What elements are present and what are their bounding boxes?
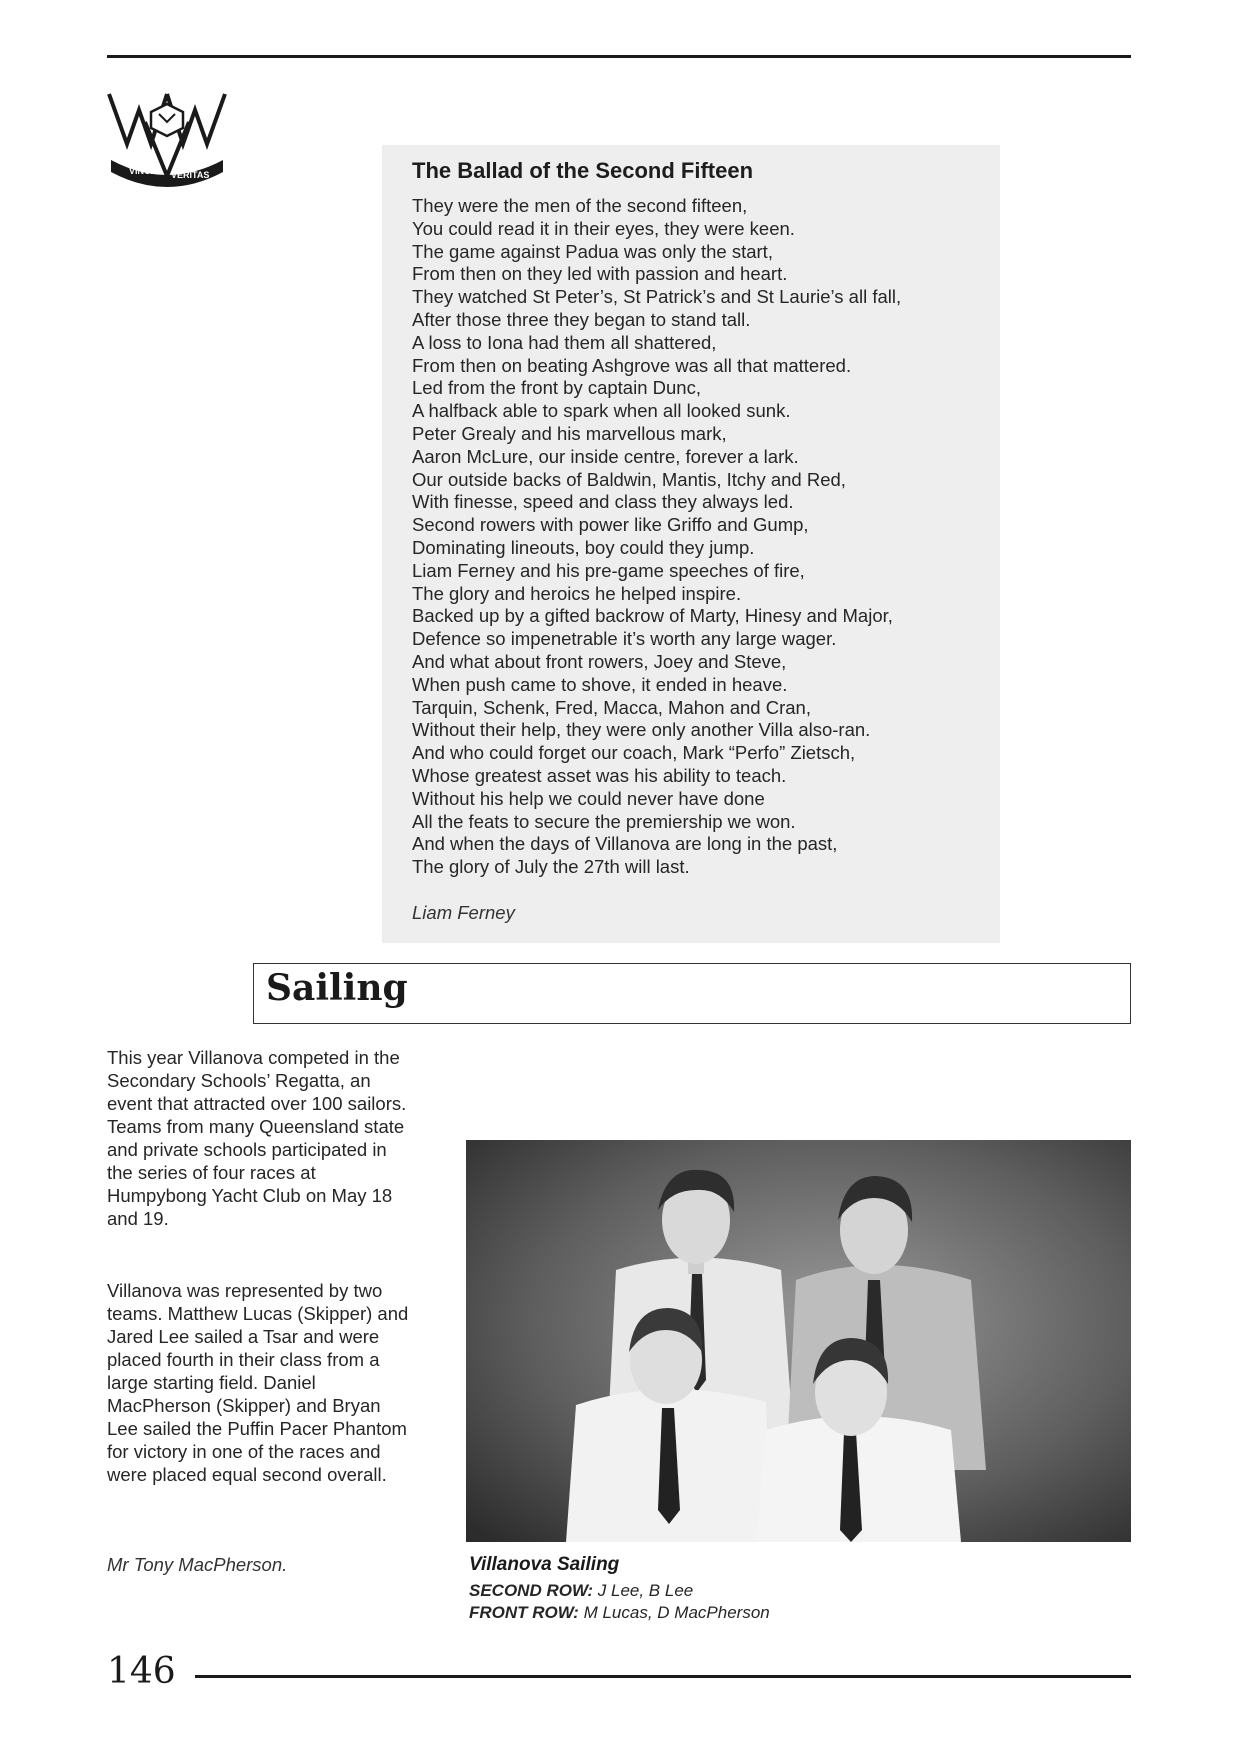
- verse-line: From then on beating Ashgrove was all that mattered.: [412, 354, 852, 376]
- verse-line: Led from the front by captain Dunc,: [412, 377, 701, 399]
- verse-line: A loss to Iona had them all shattered,: [412, 331, 717, 353]
- verse-line: With finesse, speed and class they always led.: [412, 491, 794, 513]
- photo-caption-title: Villanova Sailing: [469, 1554, 620, 1575]
- verse-line: Our outside backs of Baldwin, Mantis, Itchy and Red,: [412, 468, 846, 490]
- sailing-paragraph-1: This year Villanova competed in the Secondary Schools’ Regatta, an event that attracted over 100 sailors. Teams from many Queensland state and private schools participated in the series of four races at Humpybong Yacht Club on May 18 and 19.: [107, 1047, 407, 1229]
- verse-line: They watched St Peter’s, St Patrick’s and St Laurie’s all fall,: [412, 286, 902, 308]
- verse-line: And what about front rowers, Joey and Steve,: [412, 650, 787, 672]
- verse-line: The glory of July the 27th will last.: [412, 856, 690, 878]
- verse-line: And when the days of Villanova are long in the past,: [412, 833, 838, 855]
- verse-line: The game against Padua was only the start,: [412, 240, 773, 262]
- verse-line: Second rowers with power like Griffo and Gump,: [412, 514, 809, 536]
- section-heading: Sailing: [266, 967, 408, 1009]
- bottom-rule: [195, 1675, 1131, 1678]
- verse-line: You could read it in their eyes, they were keen.: [412, 217, 795, 239]
- school-crest-logo: [105, 88, 229, 190]
- second-row-label: SECOND ROW:: [469, 1581, 594, 1600]
- ballad-verse: [412, 195, 992, 879]
- verse-line: Liam Ferney and his pre-game speeches of fire,: [412, 559, 805, 581]
- sailing-author: Mr Tony MacPherson.: [107, 1554, 288, 1575]
- verse-line: From then on they led with passion and heart.: [412, 263, 788, 285]
- verse-line: A halfback able to spark when all looked sunk.: [412, 400, 791, 422]
- svg-text:VERITAS: VERITAS: [171, 170, 210, 180]
- verse-line: Dominating lineouts, boy could they jump.: [412, 536, 755, 558]
- svg-text:VINCIT: VINCIT: [129, 166, 159, 176]
- verse-line: Without his help we could never have done: [412, 787, 765, 809]
- verse-line: Tarquin, Schenk, Fred, Macca, Mahon and Cran,: [412, 696, 811, 718]
- ballad-author: Liam Ferney: [412, 902, 515, 923]
- photo-caption-front-row: [469, 1603, 770, 1623]
- verse-line: The glory and heroics he helped inspire.: [412, 582, 742, 604]
- second-row-names: J Lee, B Lee: [597, 1581, 694, 1600]
- photo-caption-second-row: [469, 1581, 693, 1601]
- front-row-label: FRONT ROW:: [469, 1603, 579, 1622]
- sailing-paragraph-2: Villanova was represented by two teams. Matthew Lucas (Skipper) and Jared Lee sailed a Tsar and were placed fourth in their class from a large starting field. Daniel MacPherson (Skipper) and Bryan Lee sailed the Puffin Pacer Phantom for victory in one of the races and were placed equal second overall.: [107, 1280, 409, 1485]
- front-row-names: M Lucas, D MacPherson: [583, 1603, 770, 1622]
- team-photo: [466, 1140, 1131, 1542]
- verse-line: Without their help, they were only another Villa also-ran.: [412, 719, 871, 741]
- ballad-title: The Ballad of the Second Fifteen: [412, 158, 754, 183]
- verse-line: Whose greatest asset was his ability to teach.: [412, 764, 787, 786]
- top-rule: [107, 55, 1131, 58]
- verse-line: All the feats to secure the premiership we won.: [412, 810, 796, 832]
- verse-line: And who could forget our coach, Mark “Perfo” Zietsch,: [412, 742, 856, 764]
- verse-line: Defence so impenetrable it’s worth any large wager.: [412, 628, 837, 650]
- verse-line: Backed up by a gifted backrow of Marty, Hinesy and Major,: [412, 605, 893, 627]
- verse-line: When push came to shove, it ended in heave.: [412, 673, 788, 695]
- verse-line: Peter Grealy and his marvellous mark,: [412, 422, 727, 444]
- verse-line: Aaron McLure, our inside centre, forever a lark.: [412, 445, 799, 467]
- verse-line: They were the men of the second fifteen,: [412, 195, 748, 216]
- verse-line: After those three they began to stand tall.: [412, 308, 751, 330]
- page-number: 146: [107, 1651, 176, 1692]
